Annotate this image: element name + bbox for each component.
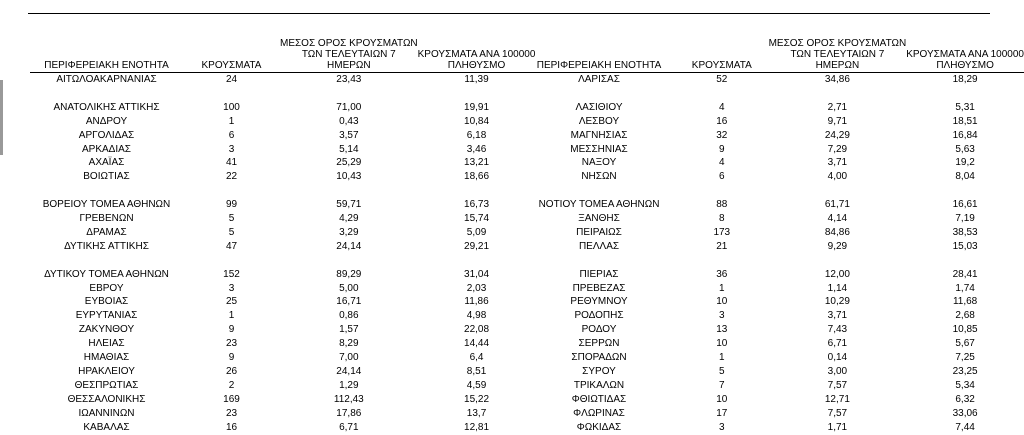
cell-avg7: 0,14 <box>827 352 848 364</box>
header-avg7-line3: ΗΜΕΡΩΝ <box>815 60 860 71</box>
cell-avg7: 7,57 <box>827 379 848 391</box>
cell-region: ΕΥΡΥΤΑΝΙΑΣ <box>75 310 138 322</box>
cell-cases: 23 <box>225 338 238 350</box>
cell-avg7: 6,71 <box>827 338 848 350</box>
top-rule <box>28 13 990 14</box>
cell-per100k: 6,4 <box>469 352 484 364</box>
cell-cases: 36 <box>716 268 728 280</box>
cell-per100k: 11,39 <box>464 74 489 85</box>
table-row <box>30 73 535 87</box>
cell-per100k: 16,84 <box>952 129 978 141</box>
table-row <box>30 295 535 309</box>
cell-per100k: 5,34 <box>955 379 975 391</box>
cell-avg7: 2,71 <box>827 101 848 113</box>
cell-per100k: 33,06 <box>952 407 978 419</box>
cell-cases: 173 <box>713 226 731 238</box>
cell-cases: 5 <box>228 226 235 238</box>
cell-per100k: 5,63 <box>955 143 975 155</box>
table-row <box>523 143 1024 157</box>
cell-region: ΕΥΒΟΙΑΣ <box>84 296 129 308</box>
cell-cases: 3 <box>228 282 235 294</box>
cell-avg7: 61,71 <box>824 199 850 211</box>
cell-avg7: 24,29 <box>824 129 850 141</box>
cell-avg7: 7,00 <box>339 352 359 364</box>
table-row <box>523 73 1024 87</box>
table-row <box>30 379 535 393</box>
cell-cases: 10 <box>716 338 728 350</box>
cell-cases: 16 <box>225 421 238 433</box>
cell-avg7: 4,29 <box>339 213 359 225</box>
cell-per100k: 8,04 <box>955 171 975 183</box>
header-per100k-line1: ΚΡΟΥΣΜΑΤΑ ΑΝΑ 100000 <box>906 49 1024 60</box>
cell-region: ΓΡΕΒΕΝΩΝ <box>79 213 134 225</box>
cell-cases: 8 <box>719 213 725 225</box>
cell-per100k: 5,31 <box>955 101 975 113</box>
header-avg7-line2: ΤΩΝ ΤΕΛΕΥΤΑΙΩΝ 7 <box>790 49 885 60</box>
cell-avg7: 3,71 <box>827 310 848 322</box>
cell-cases: 22 <box>225 171 238 183</box>
cell-avg7: 71,00 <box>336 101 362 113</box>
cell-region: ΦΩΚΙΔΑΣ <box>576 421 622 433</box>
table-row <box>30 407 535 421</box>
cell-cases: 52 <box>716 74 728 85</box>
cell-region: ΠΡΕΒΕΖΑΣ <box>572 282 626 294</box>
spacer-row <box>30 184 535 198</box>
table-row <box>30 212 535 226</box>
cell-avg7: 3,71 <box>827 157 848 169</box>
cell-cases: 23 <box>225 407 238 419</box>
cell-avg7: 1,71 <box>827 421 848 433</box>
cell-region: ΝΟΤΙΟΥ ΤΟΜΕΑ ΑΘΗΝΩΝ <box>538 199 660 211</box>
cell-cases: 26 <box>225 365 238 377</box>
header-per100k-line2: ΠΛΗΘΥΣΜΟ <box>936 60 994 71</box>
cell-avg7: 112,43 <box>333 393 364 405</box>
cell-avg7: 12,71 <box>824 393 850 405</box>
cell-per100k: 14,44 <box>464 338 490 350</box>
cell-cases: 5 <box>719 365 725 377</box>
cell-avg7: 24,14 <box>336 240 362 252</box>
cell-per100k: 10,84 <box>464 115 490 127</box>
cell-region: ΡΟΔΟΠΗΣ <box>574 310 624 322</box>
table-row <box>523 101 1024 115</box>
cell-cases: 99 <box>225 199 238 211</box>
cell-avg7: 24,14 <box>336 365 362 377</box>
cell-cases: 3 <box>719 421 725 433</box>
left-table-body <box>30 73 535 435</box>
cell-per100k: 4,98 <box>466 310 487 322</box>
header-avg7 <box>769 23 907 73</box>
cell-per100k: 6,18 <box>466 129 487 141</box>
cell-avg7: 5,14 <box>339 143 359 155</box>
cell-avg7: 4,00 <box>827 171 848 183</box>
cell-region: ΙΩΑΝΝΙΝΩΝ <box>78 407 135 419</box>
header-cases: ΚΡΟΥΣΜΑΤΑ <box>183 23 280 73</box>
spacer-row <box>523 87 1024 101</box>
header-per100k-line1: ΚΡΟΥΣΜΑΤΑ ΑΝΑ 100000 <box>417 49 536 60</box>
cell-cases: 4 <box>719 101 725 113</box>
cell-per100k: 7,25 <box>955 352 975 364</box>
cell-avg7: 1,57 <box>339 324 359 336</box>
cell-region: ΠΕΙΡΑΙΩΣ <box>576 226 622 238</box>
cell-cases: 9 <box>228 352 235 364</box>
cell-cases: 3 <box>719 310 725 322</box>
left-table-header <box>30 23 535 73</box>
cell-avg7: 25,29 <box>336 157 362 169</box>
cell-region: ΑΡΚΑΔΙΑΣ <box>82 143 131 155</box>
spacer-cell <box>30 254 535 268</box>
cell-cases: 41 <box>225 157 238 169</box>
cell-region: ΦΛΩΡΙΝΑΣ <box>573 407 625 419</box>
cell-avg7: 16,71 <box>336 296 362 308</box>
cell-region: ΞΑΝΘΗΣ <box>578 213 620 225</box>
cell-per100k: 11,86 <box>464 296 489 308</box>
table-row <box>523 337 1024 351</box>
cell-per100k: 11,68 <box>952 296 978 308</box>
table-row <box>30 351 535 365</box>
cell-avg7: 3,29 <box>339 226 359 238</box>
spacer-cell <box>30 87 535 101</box>
table-row <box>30 421 535 435</box>
cell-region: ΑΝΑΤΟΛΙΚΗΣ ΑΤΤΙΚΗΣ <box>53 101 160 113</box>
header-region: ΠΕΡΙΦΕΡΕΙΑΚΗ ΕΝΟΤΗΤΑ <box>30 23 183 73</box>
cell-cases: 88 <box>716 199 728 211</box>
cell-per100k: 7,19 <box>955 213 975 225</box>
cell-region: ΣΥΡΟΥ <box>582 365 616 377</box>
cell-per100k: 19,91 <box>464 101 490 113</box>
cell-per100k: 22,08 <box>464 324 490 336</box>
cell-avg7: 34,86 <box>824 74 850 85</box>
cell-region: ΤΡΙΚΑΛΩΝ <box>573 379 625 391</box>
header-per100k <box>906 23 1024 73</box>
cell-region: ΛΕΣΒΟΥ <box>578 115 620 127</box>
table-row <box>523 240 1024 254</box>
table-row <box>30 309 535 323</box>
cell-region: ΚΑΒΑΛΑΣ <box>83 421 130 433</box>
cell-per100k: 12,81 <box>464 421 490 433</box>
table-row <box>30 282 535 296</box>
cell-per100k: 15,22 <box>464 393 490 405</box>
table-row <box>523 282 1024 296</box>
cell-cases: 21 <box>716 240 728 252</box>
cell-region: ΣΠΟΡΑΔΩΝ <box>571 352 627 364</box>
table-row <box>523 129 1024 143</box>
cell-avg7: 10,43 <box>336 171 362 183</box>
cell-avg7: 8,29 <box>339 338 359 350</box>
table-row <box>523 365 1024 379</box>
header-per100k <box>418 23 536 73</box>
table-row <box>30 143 535 157</box>
cell-cases: 10 <box>716 393 728 405</box>
cell-per100k: 5,67 <box>955 338 975 350</box>
cell-avg7: 0,86 <box>339 310 359 322</box>
cell-cases: 1 <box>719 352 725 364</box>
cell-cases: 5 <box>228 213 235 225</box>
cell-cases: 25 <box>225 296 238 308</box>
table-row <box>30 115 535 129</box>
cell-per100k: 7,44 <box>955 421 975 433</box>
cell-region: ΗΜΑΘΙΑΣ <box>83 352 130 364</box>
table-row <box>30 101 535 115</box>
table-row <box>30 393 535 407</box>
cell-cases: 152 <box>223 268 240 280</box>
spacer-row <box>523 254 1024 268</box>
spacer-cell <box>30 184 535 198</box>
table-row <box>523 198 1024 212</box>
table-row <box>523 393 1024 407</box>
cell-avg7: 84,86 <box>824 226 850 238</box>
cell-region: ΘΕΣΣΑΛΟΝΙΚΗΣ <box>67 393 146 405</box>
cell-per100k: 15,03 <box>952 240 978 252</box>
cell-avg7: 7,57 <box>827 407 848 419</box>
cell-region: ΕΒΡΟΥ <box>89 282 124 294</box>
cell-region: ΛΑΡΙΣΑΣ <box>578 74 620 85</box>
cell-per100k: 16,73 <box>464 199 490 211</box>
cell-cases: 24 <box>225 74 238 85</box>
cell-per100k: 13,21 <box>464 157 490 169</box>
cell-per100k: 16,61 <box>952 199 978 211</box>
cell-region: ΠΙΕΡΙΑΣ <box>579 268 619 280</box>
cell-cases: 3 <box>228 143 235 155</box>
cell-cases: 9 <box>719 143 725 155</box>
cell-per100k: 8,51 <box>466 365 487 377</box>
cell-region: ΡΕΘΥΜΝΟΥ <box>570 296 628 308</box>
cell-avg7: 59,71 <box>336 199 362 211</box>
scroll-edge-marker <box>0 80 3 155</box>
cell-per100k: 1,74 <box>955 282 975 294</box>
cell-cases: 47 <box>225 240 238 252</box>
table-row <box>523 212 1024 226</box>
cell-region: ΝΗΣΩΝ <box>581 171 617 183</box>
cell-cases: 2 <box>228 379 235 391</box>
cell-region: ΘΕΣΠΡΩΤΙΑΣ <box>74 379 139 391</box>
table-row <box>30 337 535 351</box>
cell-avg7: 4,14 <box>827 213 848 225</box>
table-row <box>30 226 535 240</box>
cell-region: ΗΡΑΚΛΕΙΟΥ <box>78 365 135 377</box>
header-avg7-line2: ΤΩΝ ΤΕΛΕΥΤΑΙΩΝ 7 <box>301 49 396 60</box>
cell-per100k: 19,2 <box>955 157 975 169</box>
cell-avg7: 6,71 <box>339 421 359 433</box>
cell-avg7: 9,29 <box>827 240 848 252</box>
cell-per100k: 4,59 <box>466 379 487 391</box>
table-row <box>523 226 1024 240</box>
header-avg7 <box>280 23 418 73</box>
cell-avg7: 3,00 <box>827 365 848 377</box>
cell-avg7: 7,43 <box>827 324 848 336</box>
spacer-cell <box>523 184 1024 198</box>
cell-avg7: 5,00 <box>339 282 359 294</box>
left-cases-table <box>30 23 535 435</box>
cell-region: ΑΡΓΟΛΙΔΑΣ <box>78 129 135 141</box>
cell-region: ΑΧΑΪΑΣ <box>88 157 125 169</box>
cell-per100k: 2,68 <box>955 310 975 322</box>
cell-region: ΜΑΓΝΗΣΙΑΣ <box>570 129 628 141</box>
cell-avg7: 3,57 <box>339 129 359 141</box>
cell-cases: 13 <box>716 324 728 336</box>
cell-region: ΠΕΛΛΑΣ <box>578 240 620 252</box>
cell-region: ΣΕΡΡΩΝ <box>578 338 620 350</box>
table-row <box>30 365 535 379</box>
table-row <box>523 351 1024 365</box>
cell-per100k: 2,03 <box>466 282 487 294</box>
header-per100k-line2: ΠΛΗΘΥΣΜΟ <box>447 60 506 71</box>
cell-cases: 6 <box>228 129 235 141</box>
cell-avg7: 7,29 <box>827 143 848 155</box>
cell-cases: 17 <box>716 407 728 419</box>
cell-avg7: 12,00 <box>824 268 850 280</box>
cell-avg7: 89,29 <box>336 268 362 280</box>
spacer-cell <box>523 254 1024 268</box>
cell-avg7: 10,29 <box>824 296 850 308</box>
cell-per100k: 38,53 <box>952 226 978 238</box>
spacer-row <box>30 254 535 268</box>
table-row <box>30 323 535 337</box>
cell-avg7: 1,14 <box>827 282 848 294</box>
table-row <box>523 309 1024 323</box>
spacer-row <box>523 184 1024 198</box>
cell-cases: 1 <box>228 310 235 322</box>
cell-cases: 16 <box>716 115 728 127</box>
cell-region: ΜΕΣΣΗΝΙΑΣ <box>570 143 628 155</box>
cell-per100k: 29,21 <box>464 240 490 252</box>
cell-per100k: 31,04 <box>464 268 490 280</box>
right-table-body <box>523 73 1024 435</box>
cell-region: ΡΟΔΟΥ <box>581 324 617 336</box>
cell-region: ΒΟΡΕΙΟΥ ΤΟΜΕΑ ΑΘΗΝΩΝ <box>42 199 171 211</box>
table-row <box>30 129 535 143</box>
cell-region: ΑΝΔΡΟΥ <box>85 115 128 127</box>
table-row <box>30 170 535 184</box>
cell-per100k: 5,09 <box>466 226 487 238</box>
cell-per100k: 18,66 <box>464 171 490 183</box>
table-row <box>523 170 1024 184</box>
table-row <box>523 295 1024 309</box>
cell-avg7: 1,29 <box>339 379 359 391</box>
cell-cases: 7 <box>719 379 725 391</box>
right-table-header <box>523 23 1024 73</box>
spacer-row <box>30 87 535 101</box>
right-table-panel <box>523 23 1024 435</box>
table-row <box>30 268 535 282</box>
right-cases-table <box>523 23 1024 435</box>
cell-cases: 4 <box>719 157 725 169</box>
cell-cases: 100 <box>223 101 240 113</box>
table-row <box>523 421 1024 435</box>
table-row <box>523 115 1024 129</box>
cell-region: ΛΑΣΙΘΙΟΥ <box>575 101 623 113</box>
cell-region: ΗΛΕΙΑΣ <box>88 338 125 350</box>
cell-region: ΒΟΙΩΤΙΑΣ <box>83 171 130 183</box>
cell-per100k: 6,32 <box>955 393 975 405</box>
cell-cases: 32 <box>716 129 728 141</box>
cell-cases: 10 <box>716 296 728 308</box>
table-row <box>523 379 1024 393</box>
table-row <box>30 156 535 170</box>
table-row <box>523 156 1024 170</box>
cell-cases: 1 <box>228 115 235 127</box>
header-avg7-line1: ΜΕΣΟΣ ΟΡΟΣ ΚΡΟΥΣΜΑΤΩΝ <box>280 38 418 49</box>
cell-cases: 9 <box>228 324 235 336</box>
table-row <box>30 198 535 212</box>
cell-cases: 1 <box>719 282 725 294</box>
cell-cases: 169 <box>223 393 240 405</box>
table-row <box>523 268 1024 282</box>
table-row <box>523 407 1024 421</box>
cell-per100k: 18,51 <box>952 115 978 127</box>
cell-region: ΝΑΞΟΥ <box>581 157 617 169</box>
cell-per100k: 28,41 <box>952 268 978 280</box>
cell-per100k: 13,7 <box>466 407 487 419</box>
spacer-cell <box>523 87 1024 101</box>
cell-region: ΔΡΑΜΑΣ <box>86 226 127 238</box>
cell-avg7: 9,71 <box>827 115 848 127</box>
cell-region: ΖΑΚΥΝΘΟΥ <box>78 324 135 336</box>
cell-avg7: 23,43 <box>336 74 362 85</box>
header-cases: ΚΡΟΥΣΜΑΤΑ <box>675 23 769 73</box>
header-avg7-line3: ΗΜΕΡΩΝ <box>327 60 371 71</box>
header-region: ΠΕΡΙΦΕΡΕΙΑΚΗ ΕΝΟΤΗΤΑ <box>523 23 675 73</box>
cell-avg7: 0,43 <box>339 115 359 127</box>
left-table-panel <box>30 23 535 435</box>
cell-region: ΔΥΤΙΚΟΥ ΤΟΜΕΑ ΑΘΗΝΩΝ <box>44 268 169 280</box>
table-row <box>30 240 535 254</box>
cell-per100k: 10,85 <box>952 324 978 336</box>
cell-cases: 6 <box>719 171 725 183</box>
cell-per100k: 3,46 <box>466 143 487 155</box>
header-avg7-line1: ΜΕΣΟΣ ΟΡΟΣ ΚΡΟΥΣΜΑΤΩΝ <box>768 38 907 49</box>
cell-region: ΑΙΤΩΛΟΑΚΑΡΝΑΝΙΑΣ <box>56 74 157 85</box>
table-row <box>523 323 1024 337</box>
cell-per100k: 15,74 <box>464 213 490 225</box>
cell-region: ΔΥΤΙΚΗΣ ΑΤΤΙΚΗΣ <box>64 240 149 252</box>
cell-avg7: 17,86 <box>336 407 362 419</box>
cell-region: ΦΘΙΩΤΙΔΑΣ <box>571 393 627 405</box>
cell-per100k: 23,25 <box>952 365 978 377</box>
cell-per100k: 18,29 <box>952 74 978 85</box>
